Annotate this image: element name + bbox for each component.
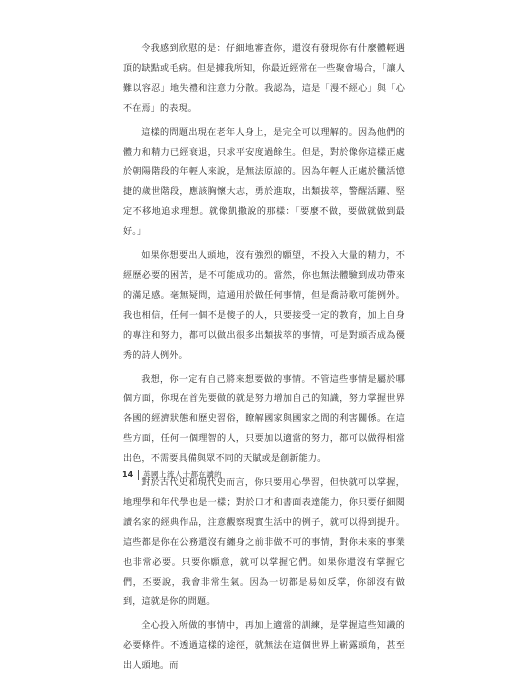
paragraph-1: 令我感到欣慰的是：仔細地審査你，還沒有發現你有什麼體輕遇頂的缺點或毛病。但是據我所知，你最近經常在一些聚會場合，「讓人難以容忍」地失禮和注意力分散。我認為，這是「漫不經心」與「心不在焉」的表現。: [123, 44, 406, 114]
paragraph-4: 我想，你一定有自己將來想要做的事情。不管這些事情是屬於哪個方面，你現在首先要做的就是努力增加自己的知識，努力掌握世界各國的經濟狀態和歷史習俗，瞭解國家與國家之間的利害關係。在這些方面，任何一個理智的人，只要加以適當的努力，都可以做得相當出色，不需要具備與眾不同的天賦或是創新能力。: [123, 374, 405, 465]
paragraph-5: 對於古代史和現代史而言，你只要用心學習，但快就可以掌握，地理學和年代學也是一樣；對於口才和書面表達能力，你只要仔細閱讀名家的經典作品，注意觀察現實生活中的例子，就可以得到提升。這些都是你在公務還沒有纏身之前非做不可的事情，對你未來的事業也非常必要。只要你願意，就可以掌握它們。如果你還沒有掌握它們，丕要說，我會非常生氣。因為一切都是易如反掌，你卻沒有做到，這就是你的問題。: [123, 478, 405, 608]
page-number: 14: [122, 470, 134, 479]
body-text: [123, 40, 405, 681]
paragraph-6: 全心投入所做的事情中，再加上適當的訓練，是掌握這些知識的必要條件。不透過這樣的途徑，就無法在這個世界上嶄露頭角，甚至出人頭地。而: [123, 621, 405, 672]
paragraph-2: 這樣的問題出現在老年人身上，是完全可以理解的。因為他們的體力和精力已經衰退，只求平安度過餘生。但是，對於像你這樣正處於朝陽階段的年輕人來說，是無法原諒的。因為年輕人正處於黴活憶捷的歲世階段，應該胸懷大志，勇於進取，出類拔萃，警醒活躍、堅定不移地追求理想。就像凱撒說的那樣：「要麼不做，要做就做到最好。」: [123, 127, 405, 238]
running-title: 英國上流人士都在讀的: [143, 470, 223, 479]
page-footer: [122, 469, 222, 480]
paragraph-3: 如果你想要出人頭地，沒有強烈的願望，不投入大量的精力，不經歷必要的困苦，是不可能成功的。當然，你也無法體驗到成功帶來的滿足感。毫無疑問，這通用於做任何事情，但是喬詩歌可能例外。我也相信，任何一個不是傻子的人，只要接受一定的教育，加上自身的專注和努力，都可以做出很多出類拔萃的事情，可是對頭否成為優秀的詩人例外。: [123, 251, 405, 361]
footer-divider: [138, 470, 139, 480]
